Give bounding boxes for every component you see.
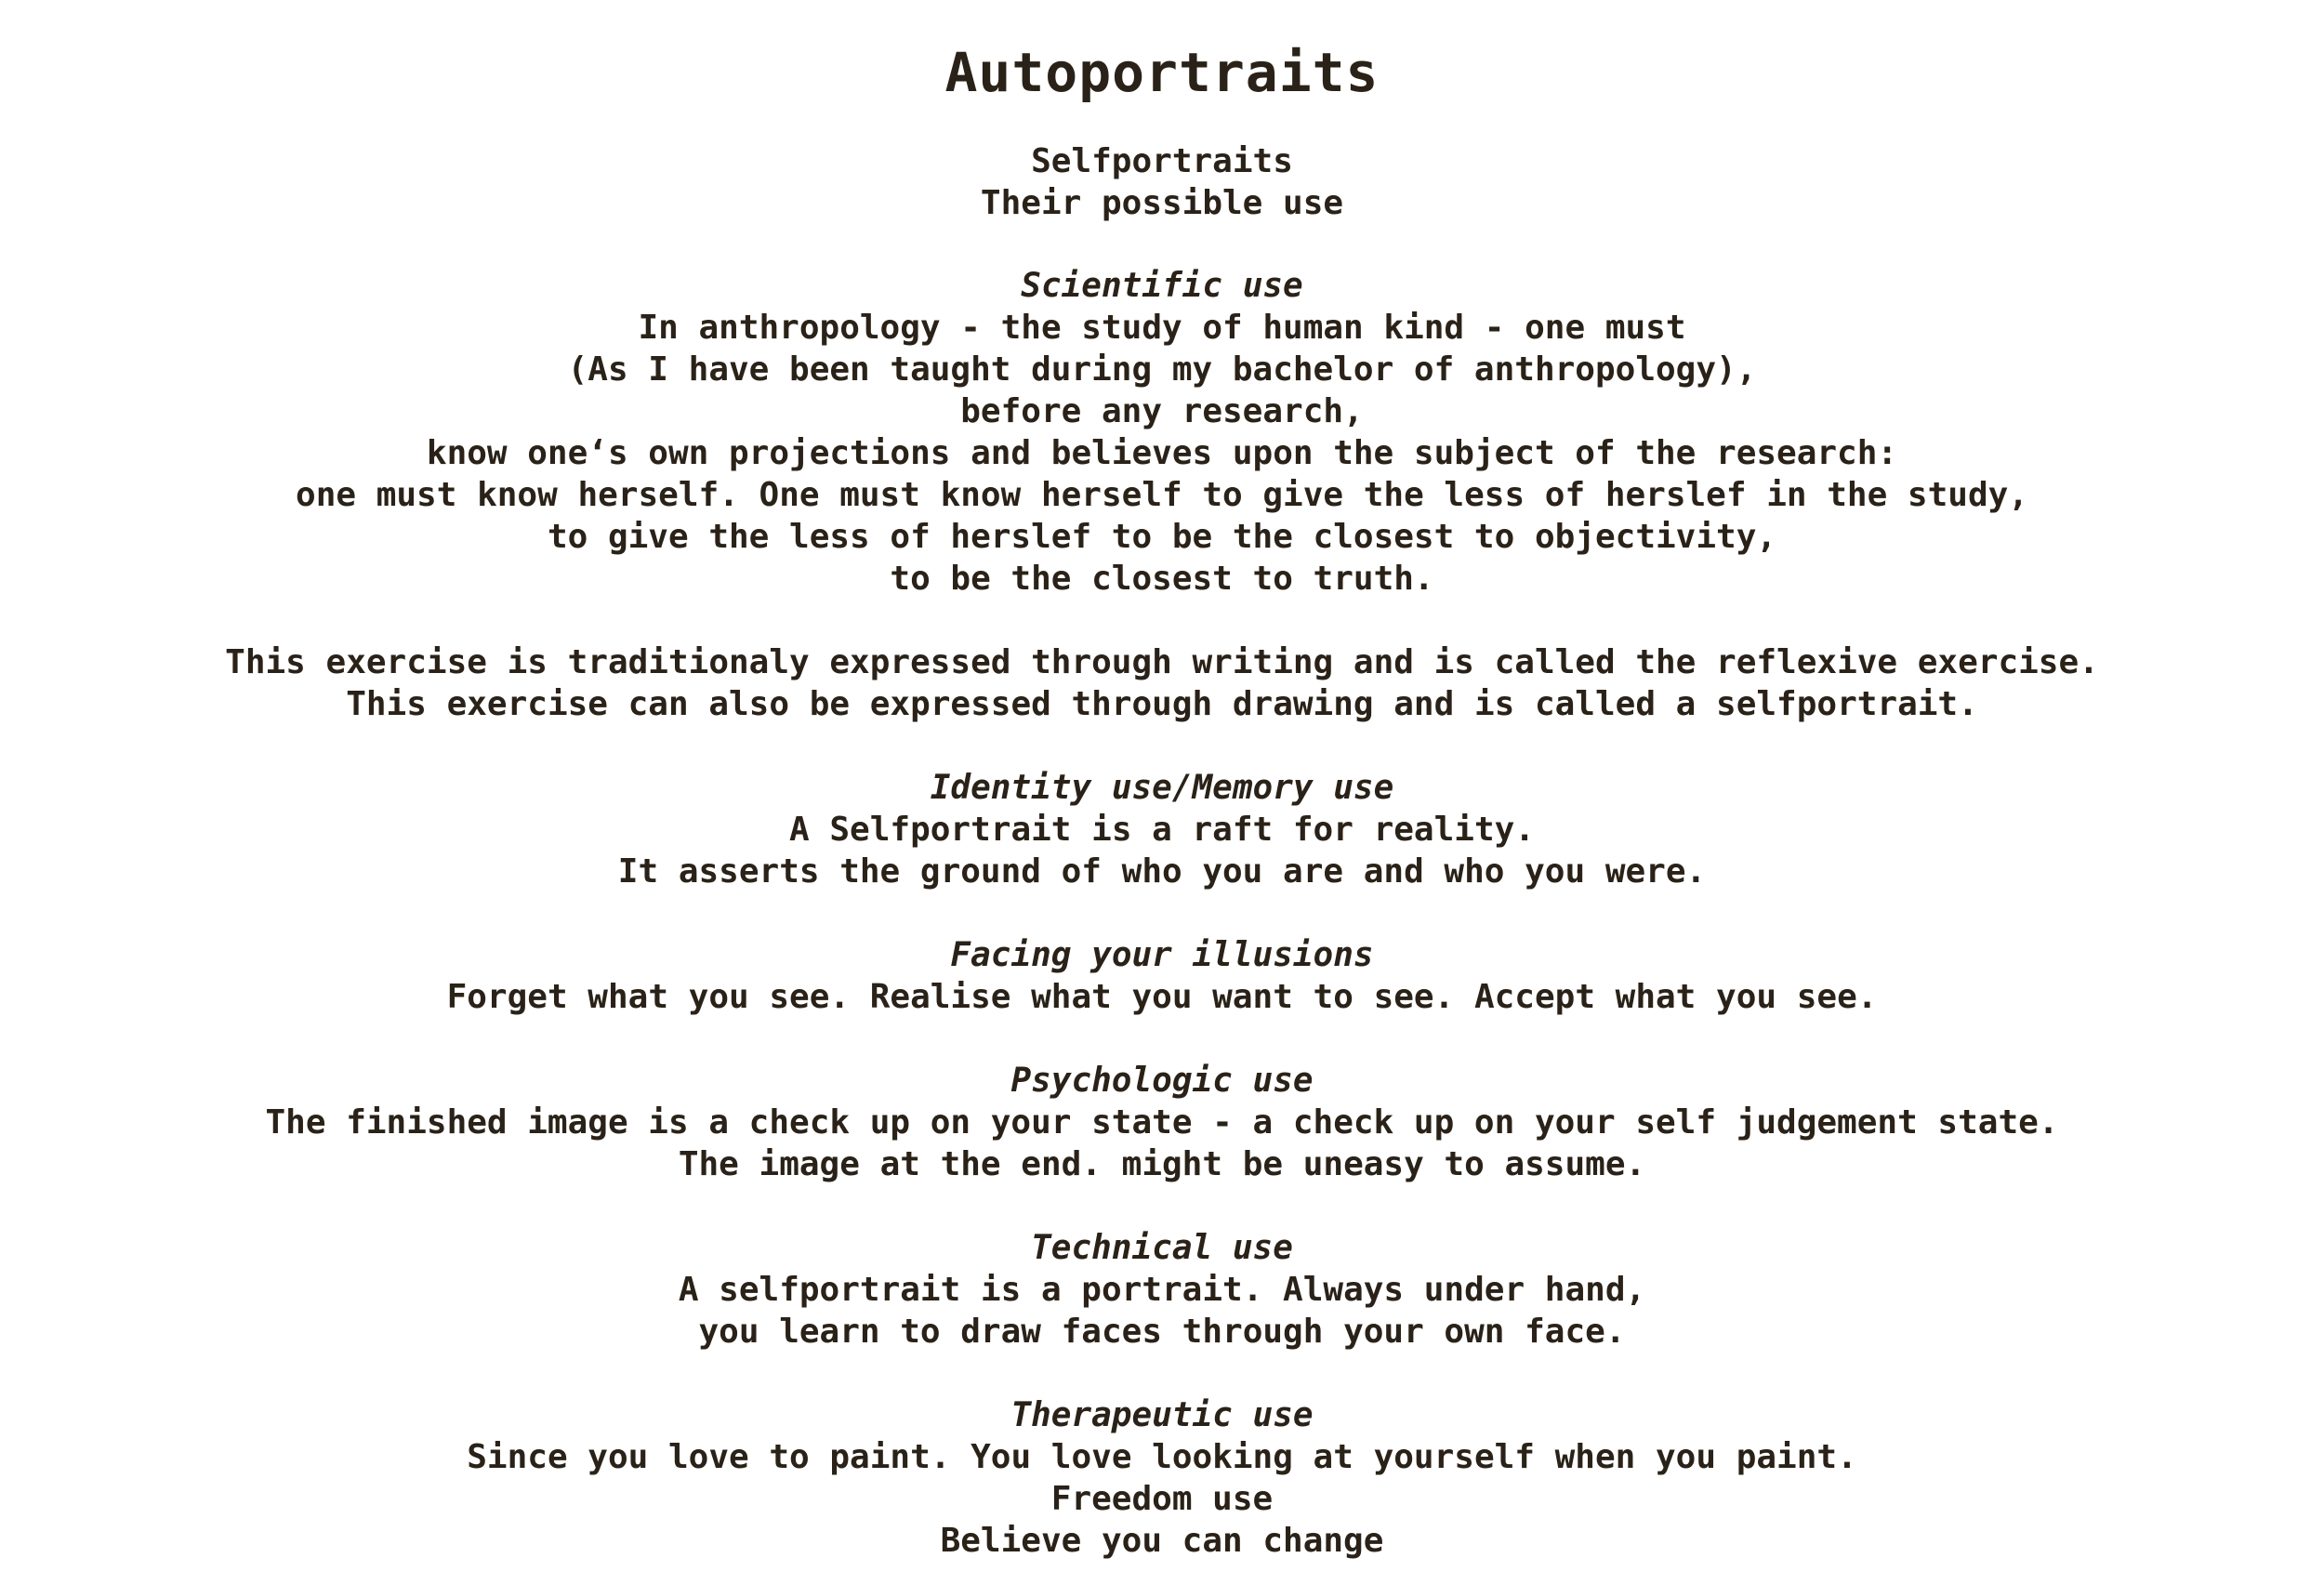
scientific-line-4: know one‘s own projections and believes upon the subject of the research: [426,434,1898,472]
heading-technical-use: Technical use [1031,1229,1293,1267]
reflexive-line-1: This exercise is traditionaly expressed through writing and is called the reflexive exercise. [225,643,2099,681]
therapeutic-line-1: Since you love to paint. You love looking at yourself when you paint. [467,1438,1857,1476]
scientific-line-1: In anthropology - the study of human kind - one must [638,309,1686,347]
document-title: Autoportraits [944,41,1380,104]
subtitle-selfportraits: Selfportraits [1031,142,1293,180]
heading-identity-use: Identity use/Memory use [930,769,1394,807]
subtitle-possible-use: Their possible use [980,184,1344,222]
technical-line-1: A selfportrait is a portrait. Always under hand, [678,1271,1646,1309]
psychologic-line-1: The finished image is a check up on your state - a check up on your self judgement state. [265,1103,2059,1142]
heading-therapeutic-use: Therapeutic use [1010,1396,1314,1434]
scientific-line-5: one must know herself. One must know herself to give the less of herslef in the study, [296,476,2028,514]
scientific-line-6: to give the less of herslef to be the closest to objectivity, [547,518,1777,556]
heading-scientific-use: Scientific use [1021,267,1303,305]
identity-line-2: It asserts the ground of who you are and who you were. [617,852,1707,891]
technical-line-2: you learn to draw faces through your own face. [698,1313,1626,1351]
psychologic-line-2: The image at the end. might be uneasy to assume. [678,1145,1646,1183]
identity-line-1: A Selfportrait is a raft for reality. [789,811,1535,849]
believe-change-line: Believe you can change [940,1522,1384,1560]
reflexive-line-2: This exercise can also be expressed through drawing and is called a selfportrait. [346,685,1978,723]
scientific-line-3: before any research, [960,392,1364,430]
scientific-line-7: to be the closest to truth. [890,560,1434,598]
freedom-use-line: Freedom use [1050,1480,1274,1518]
heading-facing-illusions: Facing your illusions [950,936,1374,974]
illusions-line-1: Forget what you see. Realise what you want to see. Accept what you see. [446,978,1878,1016]
heading-psychologic-use: Psychologic use [1010,1062,1314,1100]
scientific-line-2: (As I have been taught during my bachelor of anthropology), [567,350,1757,389]
